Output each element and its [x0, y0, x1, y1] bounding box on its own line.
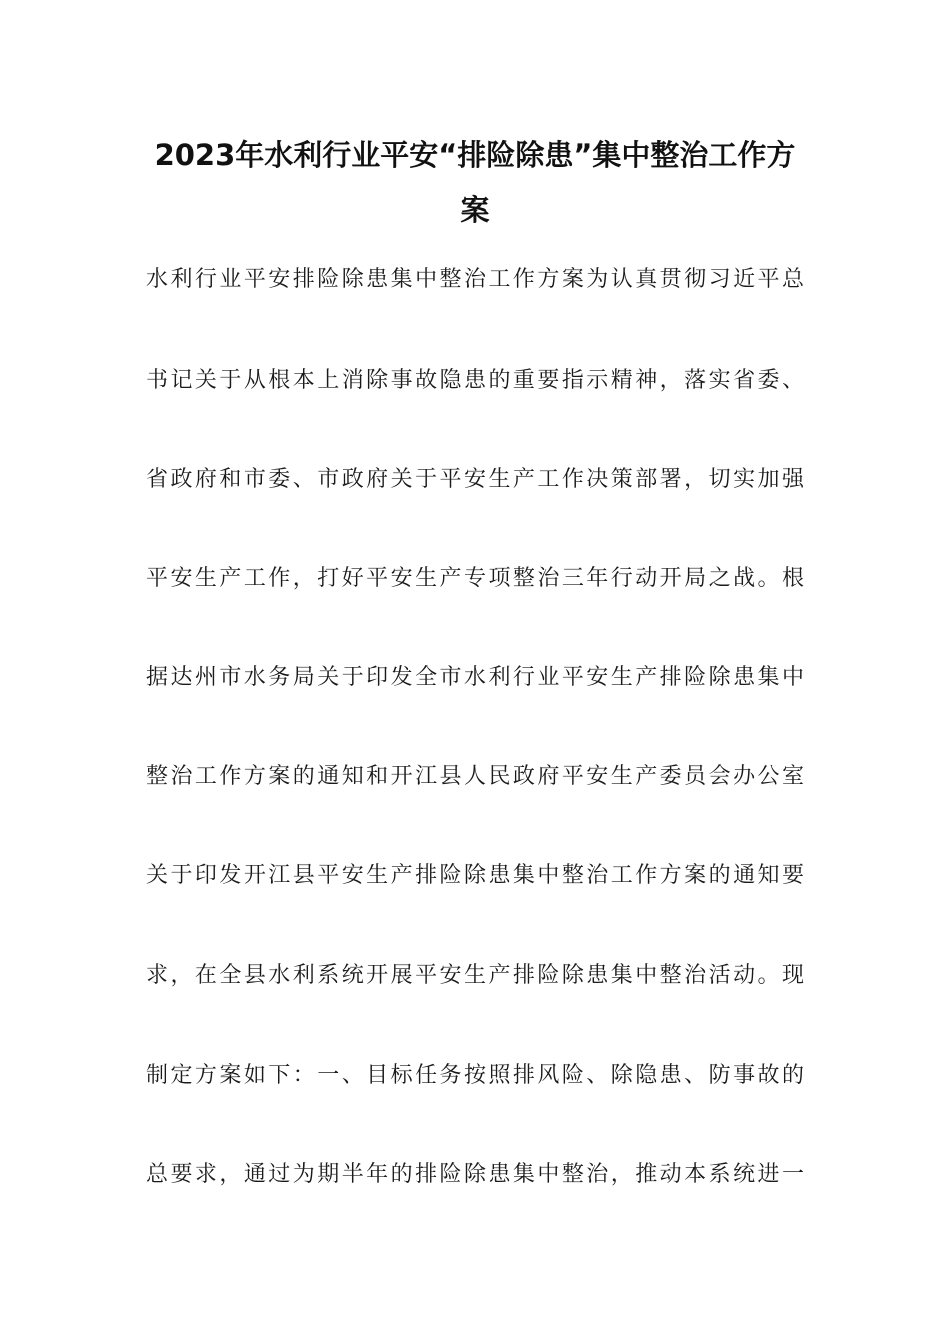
- document-title-line-1: 2023年水利行业平安“排险除患”集中整治工作方: [154, 138, 796, 172]
- body-text-line: 制定方案如下：一、目标任务按照排风险、除隐患、防事故的: [146, 1063, 804, 1088]
- body-text-line: 据达州市水务局关于印发全市水利行业平安生产排险除患集中: [146, 665, 804, 690]
- body-text-line: 关于印发开江县平安生产排险除患集中整治工作方案的通知要: [146, 863, 804, 888]
- body-text-line: 整治工作方案的通知和开江县人民政府平安生产委员会办公室: [146, 764, 804, 789]
- body-text-line: 省政府和市委、市政府关于平安生产工作决策部署，切实加强: [146, 467, 804, 492]
- body-text-line: 求，在全县水利系统开展平安生产排险除患集中整治活动。现: [146, 963, 804, 988]
- body-text-line: 书记关于从根本上消除事故隐患的重要指示精神，落实省委、: [146, 368, 804, 393]
- document-title-line-2: 案: [460, 193, 490, 227]
- body-text-line: 水利行业平安排险除患集中整治工作方案为认真贯彻习近平总: [146, 267, 804, 292]
- body-text-line: 总要求，通过为期半年的排险除患集中整治，推动本系统进一: [146, 1162, 804, 1187]
- body-text-line: 平安生产工作，打好平安生产专项整治三年行动开局之战。根: [146, 566, 804, 591]
